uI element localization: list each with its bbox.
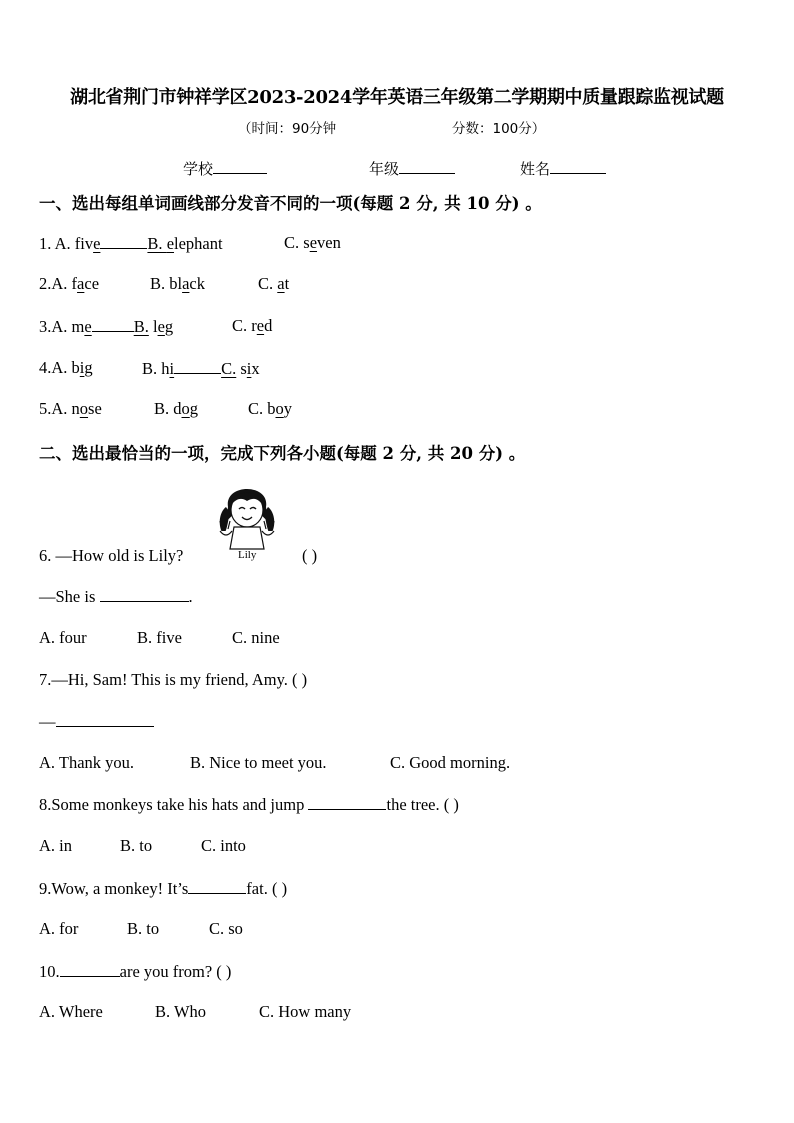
q6-option-c[interactable]: C. nine <box>232 628 280 647</box>
q10-option-a[interactable]: A. Where <box>39 1002 103 1021</box>
q3-option-c: C. red <box>232 316 273 335</box>
lily-label: Lily <box>238 549 257 561</box>
answer-blank[interactable] <box>188 878 246 894</box>
name-field <box>520 158 606 179</box>
answer-blank <box>92 316 134 332</box>
section2-heading: 二、选出最恰当的一项，完成下列各小题(每题 2 分, 共 20 分) 。 <box>39 444 526 463</box>
question-number: 2. <box>39 274 52 293</box>
option-b: B. elephant <box>147 234 223 253</box>
q7-option-c[interactable]: C. Good morning. <box>390 753 511 772</box>
question-8-stem: 8.Some monkeys take his hats and jump the tree. ( ) <box>39 795 459 814</box>
q9-option-a[interactable]: A. for <box>39 919 79 938</box>
answer-blank[interactable] <box>100 586 189 602</box>
girl-icon <box>214 477 280 551</box>
q8-option-c[interactable]: C. into <box>201 836 246 855</box>
question-1 <box>39 233 223 254</box>
question-7-answer: — <box>39 711 154 732</box>
answer-blank <box>174 358 221 374</box>
exam-time: （时间：90分钟 <box>238 121 337 137</box>
q9-option-b[interactable]: B. to <box>127 919 160 938</box>
q9-option-c[interactable]: C. so <box>209 919 243 938</box>
q7-option-b[interactable]: B. Nice to meet you. <box>190 753 327 772</box>
q6-option-b[interactable]: B. five <box>137 628 182 647</box>
school-blank[interactable] <box>213 159 267 174</box>
q1-option-c: C. seven <box>284 233 341 252</box>
page-title: 湖北省荆门市钟祥学区2023-2024学年英语三年级第二学期期中质量跟踪监视试题 <box>70 87 724 108</box>
question-10-stem: 10. are you from? ( ) <box>39 962 232 981</box>
question-4: 4.A. big <box>39 358 93 377</box>
grade-field <box>369 158 455 179</box>
answer-blank[interactable] <box>308 794 386 810</box>
exam-score: 分数：100分） <box>452 121 546 137</box>
q5-option-c: C. boy <box>248 399 293 418</box>
question-6-paren: ( ) <box>302 546 318 565</box>
school-label: 学校 <box>183 160 214 178</box>
q6-option-a[interactable]: A. four <box>39 628 87 647</box>
school-field <box>183 158 267 179</box>
q4-option-b-c: B. hi C. six <box>142 359 260 378</box>
question-5: 5.A. nose <box>39 399 102 418</box>
option-a: A. five <box>54 234 101 253</box>
q5-option-b: B. dog <box>154 399 199 418</box>
grade-label: 年级 <box>369 160 400 178</box>
question-3: 3.A. me B. leg <box>39 317 174 336</box>
q2-option-b: B. black <box>150 274 205 293</box>
question-number: 1. <box>39 234 52 253</box>
lily-illustration <box>214 477 280 565</box>
q2-option-c: C. at <box>258 274 290 293</box>
name-blank[interactable] <box>550 159 606 174</box>
answer-blank <box>100 233 147 249</box>
question-6-answer: —She is . <box>39 587 193 606</box>
question-9-stem: 9.Wow, a monkey! It’s fat. ( ) <box>39 879 288 898</box>
section1-heading: 一、选出每组单词画线部分发音不同的一项(每题 2 分, 共 10 分) 。 <box>39 194 542 213</box>
question-6-stem: 6. —How old is Lily? <box>39 546 184 565</box>
q7-option-a[interactable]: A. Thank you. <box>39 753 135 772</box>
question-7-stem: 7.—Hi, Sam! This is my friend, Amy. ( ) <box>39 670 308 689</box>
q10-option-b[interactable]: B. Who <box>155 1002 207 1021</box>
question-number: 3. <box>39 317 52 336</box>
question-number: 5. <box>39 399 52 418</box>
grade-blank[interactable] <box>399 159 455 174</box>
q10-option-c[interactable]: C. How many <box>259 1002 352 1021</box>
q8-option-a[interactable]: A. in <box>39 836 72 855</box>
answer-blank[interactable] <box>60 961 120 977</box>
answer-blank[interactable] <box>56 711 154 727</box>
question-number: 4. <box>39 358 52 377</box>
name-label: 姓名 <box>520 160 551 178</box>
question-2: 2.A. face <box>39 274 100 293</box>
q8-option-b[interactable]: B. to <box>120 836 153 855</box>
